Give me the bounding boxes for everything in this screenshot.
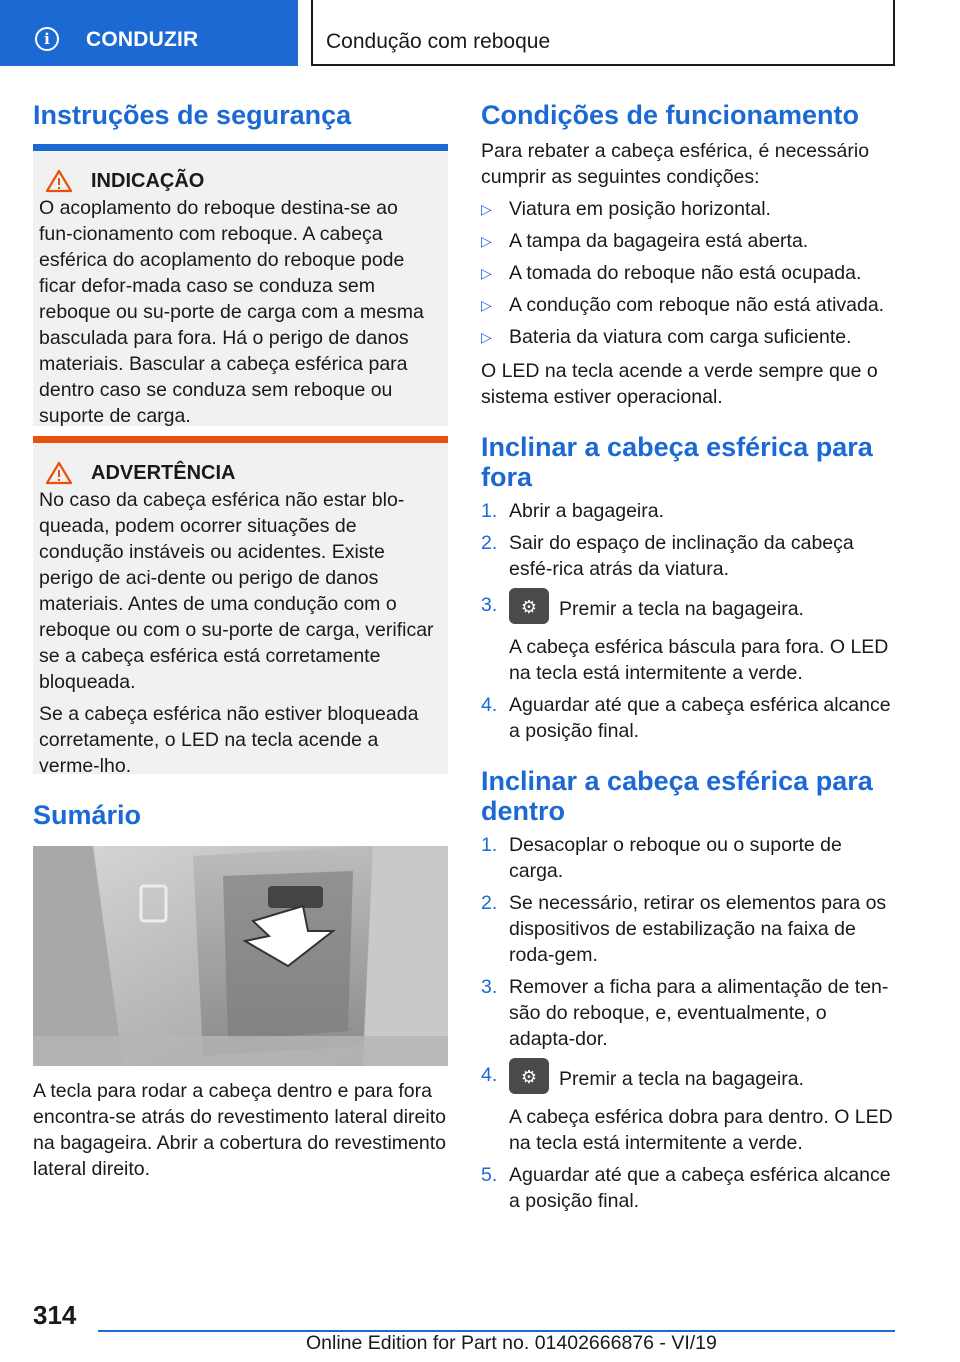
trunk-photo bbox=[33, 846, 448, 1066]
list-item: 4. Aguardar até que a cabeça esférica alcance a posição final. bbox=[481, 694, 891, 742]
conditions-list bbox=[481, 196, 893, 350]
warning-triangle-icon bbox=[45, 461, 73, 485]
info-icon: i bbox=[35, 27, 59, 51]
list-item: ▷ Viatura em posição horizontal. bbox=[481, 198, 771, 220]
tilt-out-steps bbox=[481, 498, 893, 744]
list-item: 5. Aguardar até que a cabeça esférica alcance a posição final. bbox=[481, 1164, 891, 1212]
tow-hitch-button-icon: ⚙ bbox=[509, 588, 549, 624]
note-text: O acoplamento do reboque destina-se ao fun-cionamento com reboque. A cabeça esférica do acoplamento do reboque pode ficar defor-mada caso se conduza sem reboque ou su-porte de carga com a mesma basculada para fora. Há o perigo de danos materiais. Bascular a cabeça esférica para dentro caso se conduza sem reboque ou suporte de carga. bbox=[39, 197, 424, 427]
triangle-bullet-icon: ▷ bbox=[481, 329, 492, 345]
warning-text-2: Se a cabeça esférica não estiver bloqueada corretamente, o LED na tecla acende a verme-lho. bbox=[39, 703, 419, 777]
header-chapter-label: Condução com reboque bbox=[326, 30, 551, 53]
list-item: ▷ A tomada do reboque não está ocupada. bbox=[481, 262, 862, 284]
conditions-intro: Para rebater a cabeça esférica, é necessário cumprir as seguintes condições: bbox=[481, 140, 870, 188]
triangle-bullet-icon: ▷ bbox=[481, 201, 492, 217]
warning-triangle-icon bbox=[45, 169, 73, 193]
list-item: ▷ A condução com reboque não está ativada. bbox=[481, 294, 885, 316]
warning-text-1: No caso da cabeça esférica não estar blo-queada, podem ocorrer situações de condução instáveis ou acidentes. Existe perigo de aci-dente ou perigo de danos materiais. Antes de uma condução com o reboque ou com o su-porte de carga, verificar se a cabeça esférica está corretamente bloqueada. bbox=[39, 489, 434, 693]
triangle-bullet-icon: ▷ bbox=[481, 297, 492, 313]
list-item: 1. Desacoplar o reboque ou o suporte de carga. bbox=[481, 834, 842, 882]
note-bar bbox=[33, 144, 448, 151]
tilt-out-title: Inclinar a cabeça esférica para fora bbox=[481, 432, 873, 492]
led-note: O LED na tecla acende a verde sempre que o sistema estiver operacional. bbox=[481, 360, 878, 408]
tilt-in-title: Inclinar a cabeça esférica para dentro bbox=[481, 766, 873, 826]
summary-text: A tecla para rodar a cabeça dentro e para fora encontra-se atrás do revestimento lateral direito na bagageira. Abrir a cobertura do revestimento lateral direito. bbox=[33, 1080, 446, 1180]
list-item: ▷ Bateria da viatura com carga suficiente. bbox=[481, 326, 852, 348]
left-column bbox=[33, 100, 448, 130]
triangle-bullet-icon: ▷ bbox=[481, 265, 492, 281]
page-number: 314 bbox=[33, 1300, 77, 1330]
tow-hitch-button-icon: ⚙ bbox=[509, 1058, 549, 1094]
note-label: INDICAÇÃO bbox=[91, 169, 205, 192]
tilt-in-steps bbox=[481, 832, 893, 1214]
footer-edition: Online Edition for Part no. 01402666876 - VI/19 bbox=[306, 1332, 717, 1354]
trunk-illustration bbox=[33, 846, 448, 1066]
list-item: 2. Sair do espaço de inclinação da cabeça esfé-rica atrás da viatura. bbox=[481, 532, 854, 580]
list-item: 4. ⚙ Premir a tecla na bagageira. A cabeça esférica dobra para dentro. O LED na tecla está intermitente a verde. bbox=[481, 1062, 893, 1156]
safety-title: Instruções de segurança bbox=[33, 100, 352, 130]
warning-label: ADVERTÊNCIA bbox=[91, 461, 236, 484]
note-box bbox=[33, 144, 448, 426]
warning-box bbox=[33, 436, 448, 777]
triangle-bullet-icon: ▷ bbox=[481, 233, 492, 249]
list-item: 3. Remover a ficha para a alimentação de ten-são do reboque, e, eventualmente, o adapta-dor. bbox=[481, 976, 889, 1050]
right-column bbox=[481, 100, 893, 1214]
list-item: ▷ A tampa da bagageira está aberta. bbox=[481, 230, 809, 252]
warning-bar bbox=[33, 436, 448, 443]
summary-title: Sumário bbox=[33, 800, 142, 830]
list-item: 1. Abrir a bagageira. bbox=[481, 500, 665, 522]
header-section-label: CONDUZIR bbox=[86, 28, 199, 51]
list-item: 2. Se necessário, retirar os elementos para os dispositivos de estabilização na faixa de roda-gem. bbox=[481, 892, 887, 966]
conditions-title: Condições de funcionamento bbox=[481, 100, 860, 130]
list-item: 3. ⚙ Premir a tecla na bagageira. A cabeça esférica báscula para fora. O LED na tecla está intermitente a verde. bbox=[481, 592, 893, 686]
